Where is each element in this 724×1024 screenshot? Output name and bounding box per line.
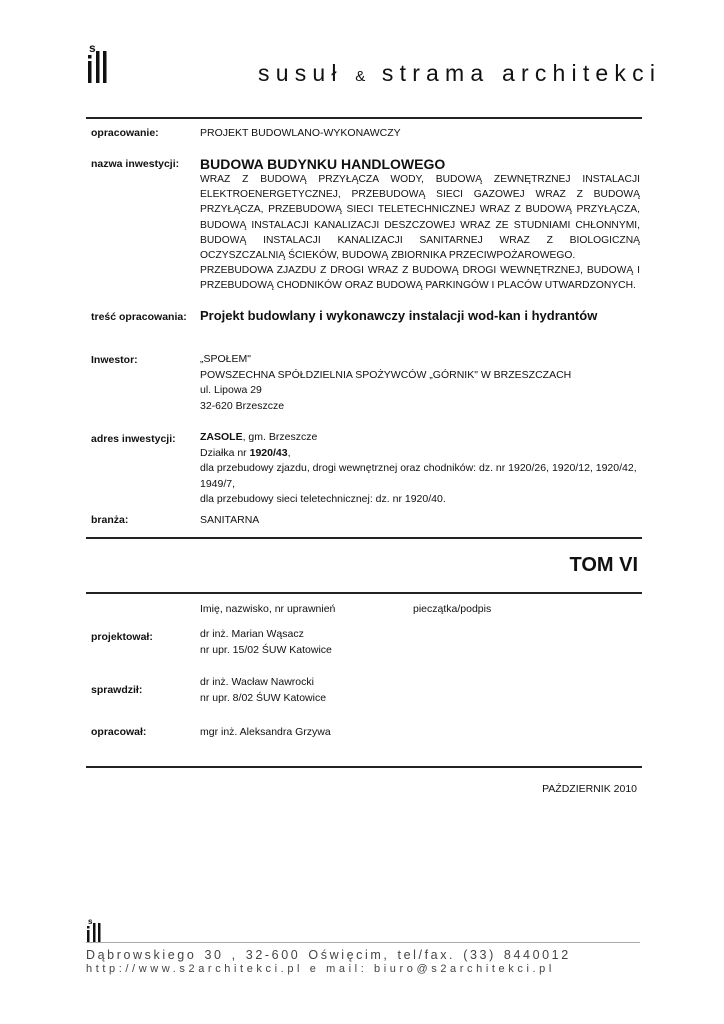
svg-text:s: s: [88, 917, 93, 926]
opracowal-name: mgr inż. Aleksandra Grzywa: [200, 726, 331, 738]
inwestor-line: POWSZECHNA SPÓŁDZIELNIA SPOŻYWCÓW „GÓRNIK" W BRZESZCZACH: [200, 368, 572, 381]
opracowanie-label: opracowanie:: [91, 127, 159, 139]
opracowanie-value: PROJEKT BUDOWLANO-WYKONAWCZY: [200, 127, 401, 139]
adres-line: dla przebudowy sieci teletechnicznej: dz. nr 1920/40.: [200, 493, 446, 506]
tresc-value: Projekt budowlany i wykonawczy instalacji wod-kan i hydrantów: [200, 308, 598, 323]
signature-top-divider: [86, 592, 642, 594]
inwestor-line: „SPOŁEM": [200, 353, 251, 365]
sprawdzil-block: [200, 675, 326, 706]
nazwa-title: BUDOWA BUDYNKU HANDLOWEGO: [200, 156, 446, 172]
adres-place-bold: ZASOLE: [200, 431, 243, 443]
firm-name-amp: &: [355, 68, 370, 85]
inwestor-block: [200, 352, 571, 414]
firm-name-part1: susuł: [258, 60, 343, 86]
nazwa-desc-1: WRAZ Z BUDOWĄ PRZYŁĄCZA WODY, BUDOWĄ ZEWNĘTRZNEJ INSTALACJI ELEKTROENERGETYCZNEJ, PRZEBUDOWĄ SIECI GAZOWEJ WRAZ Z BUDOWĄ PRZYŁĄCZA, PRZEBUDOWĄ SIECI TELETECHNICZNEJ WRAZ Z BUDOWĄ PRZYŁĄCZA, BUDOWĄ INSTALACJI KANALIZACJI DESZCZOWEJ WRAZ ZE STUDNIAMI CHŁONNYMI, BUDOWĄ INSTALACJI KANALIZACJI SANITARNEJ WRAZ Z BIOLOGICZNĄ OCZYSZCZALNIĄ ŚCIEKÓW, BUDOWĄ ZBIORNIKA PRZECIWPOŻAROWEGO.: [200, 174, 640, 262]
nazwa-desc-2: PRZEBUDOWA ZJAZDU Z DROGI WRAZ Z BUDOWĄ DROGI WEWNĘTRZNEJ, BUDOWĄ I PRZEBUDOWĄ CHODNIKÓW ORAZ BUDOWĄ PARKINGÓW I PLACÓW UTWARDZONYCH.: [200, 265, 640, 292]
adres-line: dla przebudowy zjazdu, drogi wewnętrznej oraz chodników: dz. nr 1920/26, 1920/12, 1920/42,: [200, 462, 637, 475]
adres-line: 1949/7,: [200, 477, 236, 490]
projektowal-label: projektował:: [91, 631, 153, 643]
sprawdzil-label: sprawdził:: [91, 684, 143, 696]
projektowal-license: nr upr. 15/02 ŚUW Katowice: [200, 643, 332, 656]
footer-web-email: http://www.s2architekci.pl e mail: biuro@s2architekci.pl: [86, 963, 555, 975]
footer-divider: [86, 942, 640, 943]
inwestor-line: ul. Lipowa 29: [200, 384, 262, 397]
firm-name: [258, 60, 661, 87]
projektowal-block: [200, 627, 332, 658]
adres-dzialka-pre: Działka nr: [200, 446, 250, 459]
projektowal-name: dr inż. Marian Wąsacz: [200, 628, 304, 640]
branza-value: SANITARNA: [200, 514, 260, 526]
signature-name-header: Imię, nazwisko, nr uprawnień: [200, 603, 336, 615]
footer-address: Dąbrowskiego 30 , 32-600 Oświęcim, tel/fax. (33) 8440012: [86, 948, 571, 962]
adres-dzialka-bold: 1920/43: [249, 446, 288, 459]
volume-number: TOM VI: [569, 554, 638, 576]
branza-label: branża:: [91, 514, 129, 526]
opracowal-label: opracował:: [91, 726, 147, 738]
adres-label: adres inwestycji:: [91, 433, 176, 445]
sprawdzil-license: nr upr. 8/02 ŚUW Katowice: [200, 691, 327, 704]
nazwa-description: [200, 172, 640, 294]
tresc-label: treść opracowania:: [91, 311, 187, 323]
signature-stamp-header: pieczątka/podpis: [413, 603, 492, 615]
adres-dzialka: [200, 446, 637, 462]
nazwa-label: nazwa inwestycji:: [91, 158, 180, 170]
adres-dzialka-post: ,: [287, 446, 291, 459]
svg-text:s: s: [89, 42, 96, 55]
adres-place: [200, 430, 637, 446]
firm-logo: [86, 42, 116, 86]
header-divider: [86, 117, 642, 119]
adres-place-rest: , gm. Brzeszcze: [242, 431, 318, 443]
inwestor-line: 32-620 Brzeszcze: [200, 399, 285, 412]
sprawdzil-name: dr inż. Wacław Nawrocki: [200, 676, 314, 688]
footer-logo: [86, 917, 106, 945]
branza-divider: [86, 537, 642, 539]
inwestor-label: Inwestor:: [91, 354, 138, 366]
document-date: PAŹDZIERNIK 2010: [542, 783, 637, 795]
adres-block: [200, 430, 637, 508]
signature-bottom-divider: [86, 766, 642, 768]
firm-name-part2: strama architekci: [381, 60, 662, 86]
